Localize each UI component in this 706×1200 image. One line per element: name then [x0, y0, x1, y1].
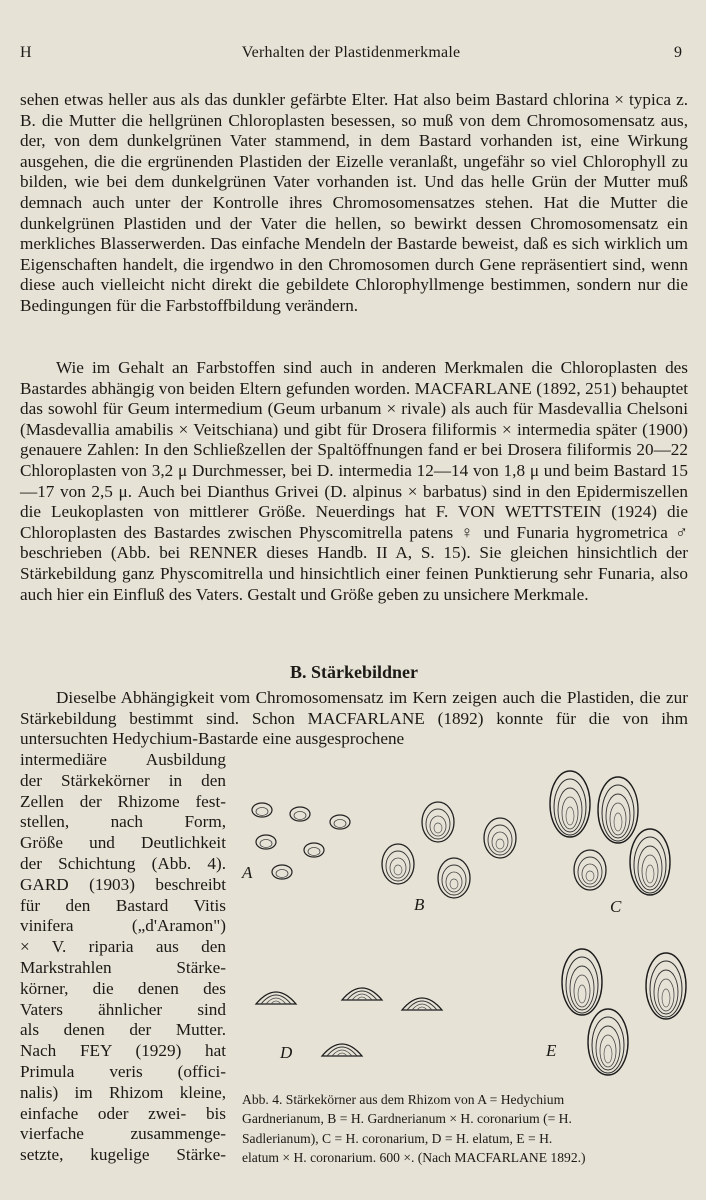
page-number: 9	[674, 44, 682, 61]
text-line: einfache oder zwei- bis	[20, 1103, 226, 1123]
header-title: Verhalten der Plastidenmerkmale	[241, 44, 461, 61]
text-line: für den Bastard Vitis	[20, 895, 226, 915]
text-line: setzte, kugelige Stärke-	[20, 1145, 226, 1165]
text-line: Größe und Deutlichkeit	[20, 833, 226, 853]
figure-starch-grains	[236, 760, 698, 1090]
grains-c	[550, 771, 670, 895]
text-line: als denen der Mutter.	[20, 1020, 226, 1040]
running-header	[20, 44, 682, 66]
text-line: Zellen der Rhizome fest-	[20, 791, 226, 811]
figure-label-e: E	[546, 1041, 557, 1060]
text-line: der Stärkekörner in den	[20, 770, 226, 790]
figure-label-b: B	[414, 895, 425, 914]
text-line: Primula veris (offici-	[20, 1061, 226, 1081]
starch-grain-illustration	[236, 760, 698, 1090]
text-line: vinifera („d'Aramon")	[20, 916, 226, 936]
text-line: GARD (1903) beschreibt	[20, 874, 226, 894]
text-line: stellen, nach Form,	[20, 812, 226, 832]
text-line: × V. riparia aus den	[20, 937, 226, 957]
text-line: vierfache zusammenge-	[20, 1124, 226, 1144]
header-section-letter: H	[20, 44, 32, 61]
text-line: Markstrahlen Stärke-	[20, 957, 226, 977]
paragraph-2-text: Wie im Gehalt an Farbstoffen sind auch in anderen Merkmalen die Chloroplasten des Bastardes abhängig von beiden Eltern gefunden worden. MACFARLANE (1892, 251) behauptet das sowohl für Geum intermedium (Geum urbanum × rivale) als auch für Masdevallia Chelsoni (Masdevallia amabilis × Veitschiana) und gibt für Drosera filiformis × intermedia später (1900) genauere Zahlen: In den Schließzellen der Spaltöffnungen fand er bei Drosera filiformis 20—22 Chloroplasten von 3,2 μ Durchmesser, bei D. intermedia 12—14 von 1,8 μ und beim Bastard 15—17 von 2,5 μ. Auch bei Dianthus Grivei (D. alpinus × barbatus) sind in den Epidermiszellen die Leukoplasten von mittlerer Größe. Neuerdings hat F. VON WETTSTEIN (1924) die Chloroplasten des Bastardes zwischen Physcomitrella patens ♀ und Funaria hygrometrica ♂ beschrieben (Abb. bei RENNER dieses Handb. II A, S. 15). Sie gleichen hinsichtlich der Stärkebildung ganz Physcomitrella und hinsichtlich einer feinen Punktierung sehr Funaria, also auch hier ein Einfluß des Vaters. Gestalt und Größe geben zu unsichere Merkmale.	[20, 358, 688, 604]
caption-line: Abb. 4. Stärkekörner aus dem Rhizom von A = Hedychium	[242, 1092, 565, 1107]
grains-e	[562, 949, 686, 1075]
figure-label-c: C	[610, 897, 622, 916]
text-line: Vaters ähnlicher sind	[20, 999, 226, 1019]
text-line: intermediäre Ausbildung	[20, 750, 226, 769]
text-line: nalis) im Rhizom kleine,	[20, 1082, 226, 1102]
paragraph-3-text: Dieselbe Abhängigkeit vom Chromosomensatz im Kern zeigen auch die Plastiden, die zur Stärkebildung bestimmt sind. Schon MACFARLANE (1892) konnte für die von ihm untersuchten Hedychium-Bastarde eine ausgesprochene	[20, 688, 688, 749]
text-line: körner, die denen des	[20, 978, 226, 998]
caption-line: Sadlerianum), C = H. coronarium, D = H. elatum, E = H.	[242, 1130, 553, 1146]
paragraph-1	[20, 90, 688, 317]
caption-line: elatum × H. coronarium. 600 ×. (Nach MACFARLANE 1892.)	[242, 1150, 586, 1166]
paragraph-2	[20, 358, 688, 605]
figure-caption	[242, 1090, 694, 1168]
grains-b	[382, 802, 516, 898]
paragraph-1-text: sehen etwas heller aus als das dunkler gefärbte Elter. Hat also beim Bastard chlorina × typica z. B. die Mutter die hellgrünen Chloroplasten besessen, so muß von dem Chromosomensatz aus, der, von dem dunkelgrünen Vater stammend, in dem Bastard vorhanden ist, eine Wirkung ausgehen, die die ergrünenden Plastiden der Eizelle veranlaßt, ungefähr so viel Chlorophyll zu bilden, wie bei dem dunkelgrünen Vater vorhanden ist. Und das helle Grün der Mutter muß demnach auch unter der Kontrolle ihres Chromosomensatzes stehen. Hat die Mutter die dunkelgrünen Plastiden und der Vater die hellen, so bewirkt dessen Chromosomensatz ein merkliches Blasserwerden. Das einfache Mendeln der Bastarde beweist, daß es sich wirklich um Eigenschaften handelt, die irgendwo in den Chromosomen durch Gene repräsentiert sind, wenn diese auch vielleicht nicht direkt die gebildete Chlorophyllmenge bestimmen, sondern nur die Bedingungen für die Farbstoffbildung verändern.	[20, 90, 688, 315]
text-line: der Schichtung (Abb. 4).	[20, 853, 226, 873]
section-heading: B. Stärkebildner	[289, 662, 418, 682]
figure-label-a: A	[242, 863, 253, 882]
wrapped-text-column	[20, 750, 226, 1166]
caption-line: Gardnerianum, B = H. Gardnerianum × H. coronarium (= H.	[242, 1111, 572, 1127]
figure-label-d: D	[280, 1043, 293, 1062]
text-line: Nach FEY (1929) hat	[20, 1041, 226, 1061]
paragraph-3	[20, 688, 688, 750]
grains-a	[252, 803, 350, 879]
